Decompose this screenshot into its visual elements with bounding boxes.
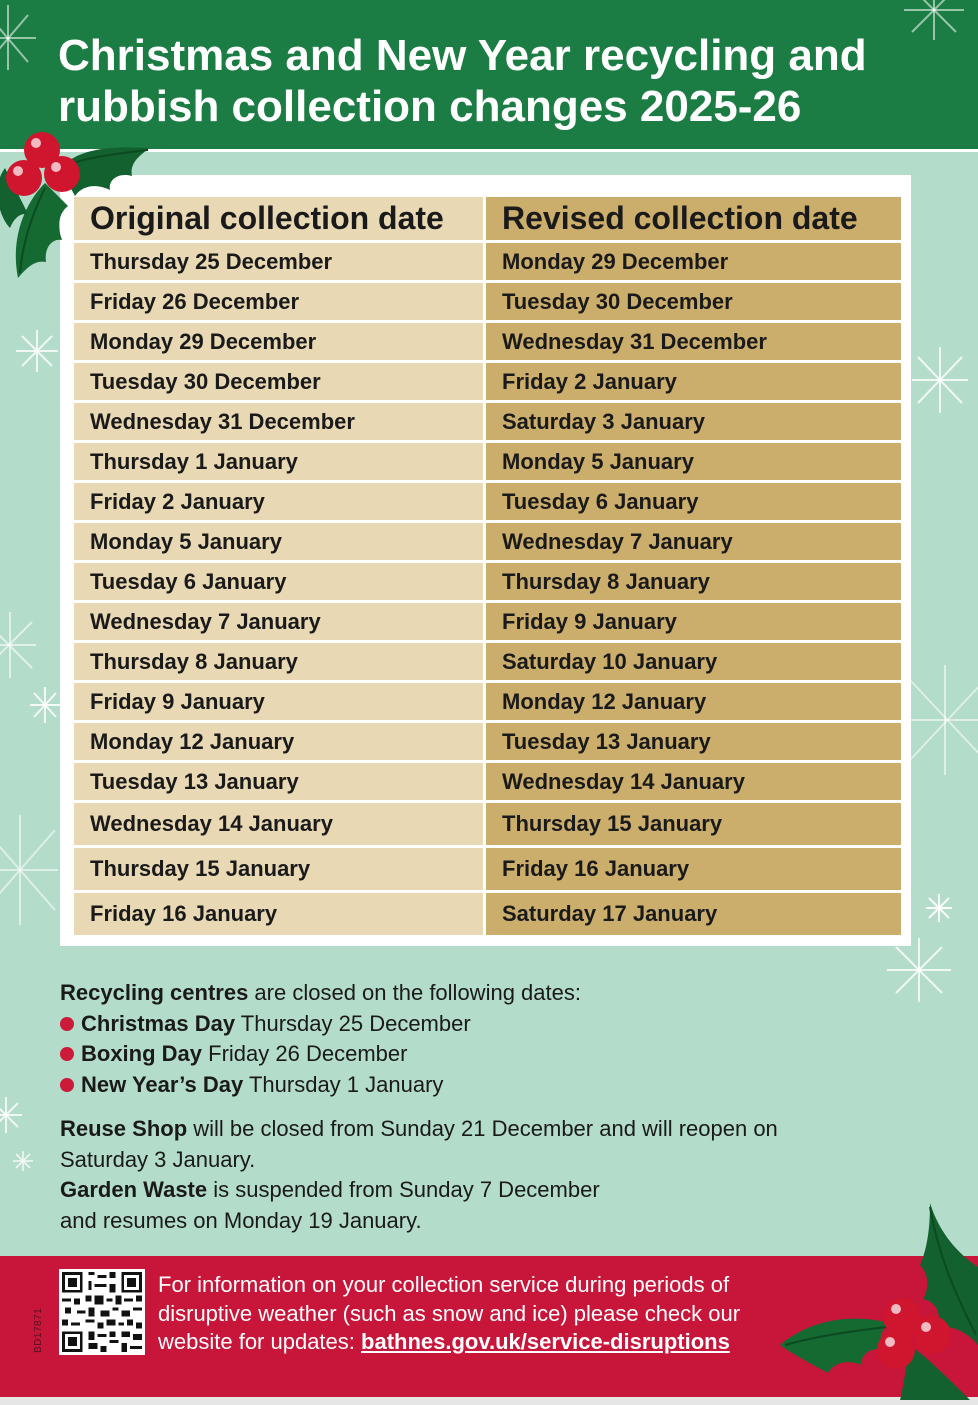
revised-date-cell: Saturday 3 January <box>486 403 901 440</box>
revised-date-cell: Wednesday 7 January <box>486 523 901 560</box>
snowflake-icon <box>28 685 62 725</box>
column-header-revised: Revised collection date <box>486 197 901 240</box>
snowflake-icon <box>14 328 60 374</box>
table-row <box>74 363 901 403</box>
snowflake-icon <box>924 892 954 924</box>
original-date-cell: Friday 2 January <box>74 483 486 520</box>
holiday-name: Christmas Day <box>81 1010 236 1036</box>
table-row <box>74 323 901 363</box>
reuse-shop-label: Reuse Shop <box>60 1116 188 1141</box>
revised-date-cell: Monday 12 January <box>486 683 901 720</box>
holly-icon <box>0 128 160 283</box>
page-title: Christmas and New Year recycling and rubbish collection changes 2025-26 <box>58 31 867 131</box>
original-date-cell: Friday 16 January <box>74 893 486 935</box>
collection-dates-card <box>60 175 911 946</box>
original-date-cell: Thursday 25 December <box>74 243 486 280</box>
original-date-cell: Monday 5 January <box>74 523 486 560</box>
bullet-dot-icon <box>60 1078 74 1092</box>
holiday-date: Thursday 1 January <box>243 1071 444 1097</box>
revised-date-cell: Tuesday 30 December <box>486 283 901 320</box>
snowflake-icon <box>0 0 40 80</box>
holiday-name: New Year’s Day <box>81 1071 244 1097</box>
table-row <box>74 803 901 848</box>
footer-text: For information on your collection service during periods of disruptive weather (such as snow and ice) please check our website for updates: <box>158 1272 741 1354</box>
revised-date-cell: Thursday 15 January <box>486 803 901 845</box>
original-date-cell: Friday 26 December <box>74 283 486 320</box>
revised-date-cell: Tuesday 13 January <box>486 723 901 760</box>
garden-waste-text-line1: is suspended from Sunday 7 December <box>207 1177 600 1202</box>
collection-dates-table <box>74 197 901 938</box>
bullet-dot-icon <box>60 1017 74 1031</box>
table-row <box>74 848 901 893</box>
reference-code: BD17871 <box>33 1307 44 1353</box>
holly-icon <box>780 1195 978 1400</box>
original-date-cell: Thursday 8 January <box>74 643 486 680</box>
reuse-shop-notice <box>60 1114 860 1175</box>
garden-waste-label: Garden Waste <box>60 1177 208 1202</box>
revised-date-cell: Wednesday 14 January <box>486 763 901 800</box>
column-header-original: Original collection date <box>74 197 486 240</box>
original-date-cell: Wednesday 31 December <box>74 403 486 440</box>
bullet-dot-icon <box>60 1047 74 1061</box>
original-date-cell: Thursday 15 January <box>74 848 486 890</box>
table-row <box>74 643 901 683</box>
list-item <box>60 1009 860 1040</box>
revised-date-cell: Saturday 10 January <box>486 643 901 680</box>
table-row <box>74 893 901 938</box>
original-date-cell: Monday 29 December <box>74 323 486 360</box>
revised-date-cell: Saturday 17 January <box>486 893 901 935</box>
original-date-cell: Thursday 1 January <box>74 443 486 480</box>
revised-date-cell: Monday 5 January <box>486 443 901 480</box>
revised-date-cell: Thursday 8 January <box>486 563 901 600</box>
revised-date-cell: Monday 29 December <box>486 243 901 280</box>
recycling-centres-label: Recycling centres <box>60 980 249 1005</box>
table-row <box>74 563 901 603</box>
revised-date-cell: Friday 9 January <box>486 603 901 640</box>
original-date-cell: Tuesday 30 December <box>74 363 486 400</box>
reuse-shop-text: will be closed from Sunday 21 December and will reopen on Saturday 3 January. <box>60 1116 778 1172</box>
snowflake-icon <box>0 610 40 680</box>
holiday-date: Thursday 25 December <box>235 1010 471 1036</box>
closure-dates-list <box>60 1009 860 1101</box>
revised-date-cell: Friday 2 January <box>486 363 901 400</box>
footer-message <box>158 1271 788 1357</box>
garden-waste-notice <box>60 1175 860 1236</box>
qr-code-icon[interactable] <box>59 1269 145 1355</box>
snowflake-icon <box>910 345 970 415</box>
table-row <box>74 403 901 443</box>
service-disruptions-link[interactable]: bathnes.gov.uk/service-disruptions <box>361 1329 730 1354</box>
holiday-date: Friday 26 December <box>202 1041 408 1066</box>
original-date-cell: Monday 12 January <box>74 723 486 760</box>
list-item <box>60 1070 860 1101</box>
original-date-cell: Wednesday 7 January <box>74 603 486 640</box>
snowflake-icon <box>0 1095 24 1135</box>
info-section <box>60 978 860 1236</box>
snowflake-icon <box>12 1150 34 1172</box>
table-row <box>74 683 901 723</box>
table-row <box>74 603 901 643</box>
table-row <box>74 283 901 323</box>
revised-date-cell: Wednesday 31 December <box>486 323 901 360</box>
revised-date-cell: Friday 16 January <box>486 848 901 890</box>
garden-waste-text-line2: and resumes on Monday 19 January. <box>60 1207 422 1233</box>
original-date-cell: Friday 9 January <box>74 683 486 720</box>
table-row <box>74 763 901 803</box>
snowflake-icon <box>0 810 60 930</box>
table-row <box>74 443 901 483</box>
recycling-centres-text: are closed on the following dates: <box>248 980 581 1005</box>
table-row <box>74 243 901 283</box>
recycling-centres-intro <box>60 978 860 1009</box>
table-header-row <box>74 197 901 243</box>
table-row <box>74 723 901 763</box>
table-row <box>74 523 901 563</box>
snowflake-icon <box>905 660 978 780</box>
holiday-name: Boxing Day <box>81 1041 203 1066</box>
original-date-cell: Wednesday 14 January <box>74 803 486 845</box>
original-date-cell: Tuesday 6 January <box>74 563 486 600</box>
list-item <box>60 1039 860 1070</box>
snowflake-icon <box>890 0 978 45</box>
original-date-cell: Tuesday 13 January <box>74 763 486 800</box>
table-row <box>74 483 901 523</box>
revised-date-cell: Tuesday 6 January <box>486 483 901 520</box>
